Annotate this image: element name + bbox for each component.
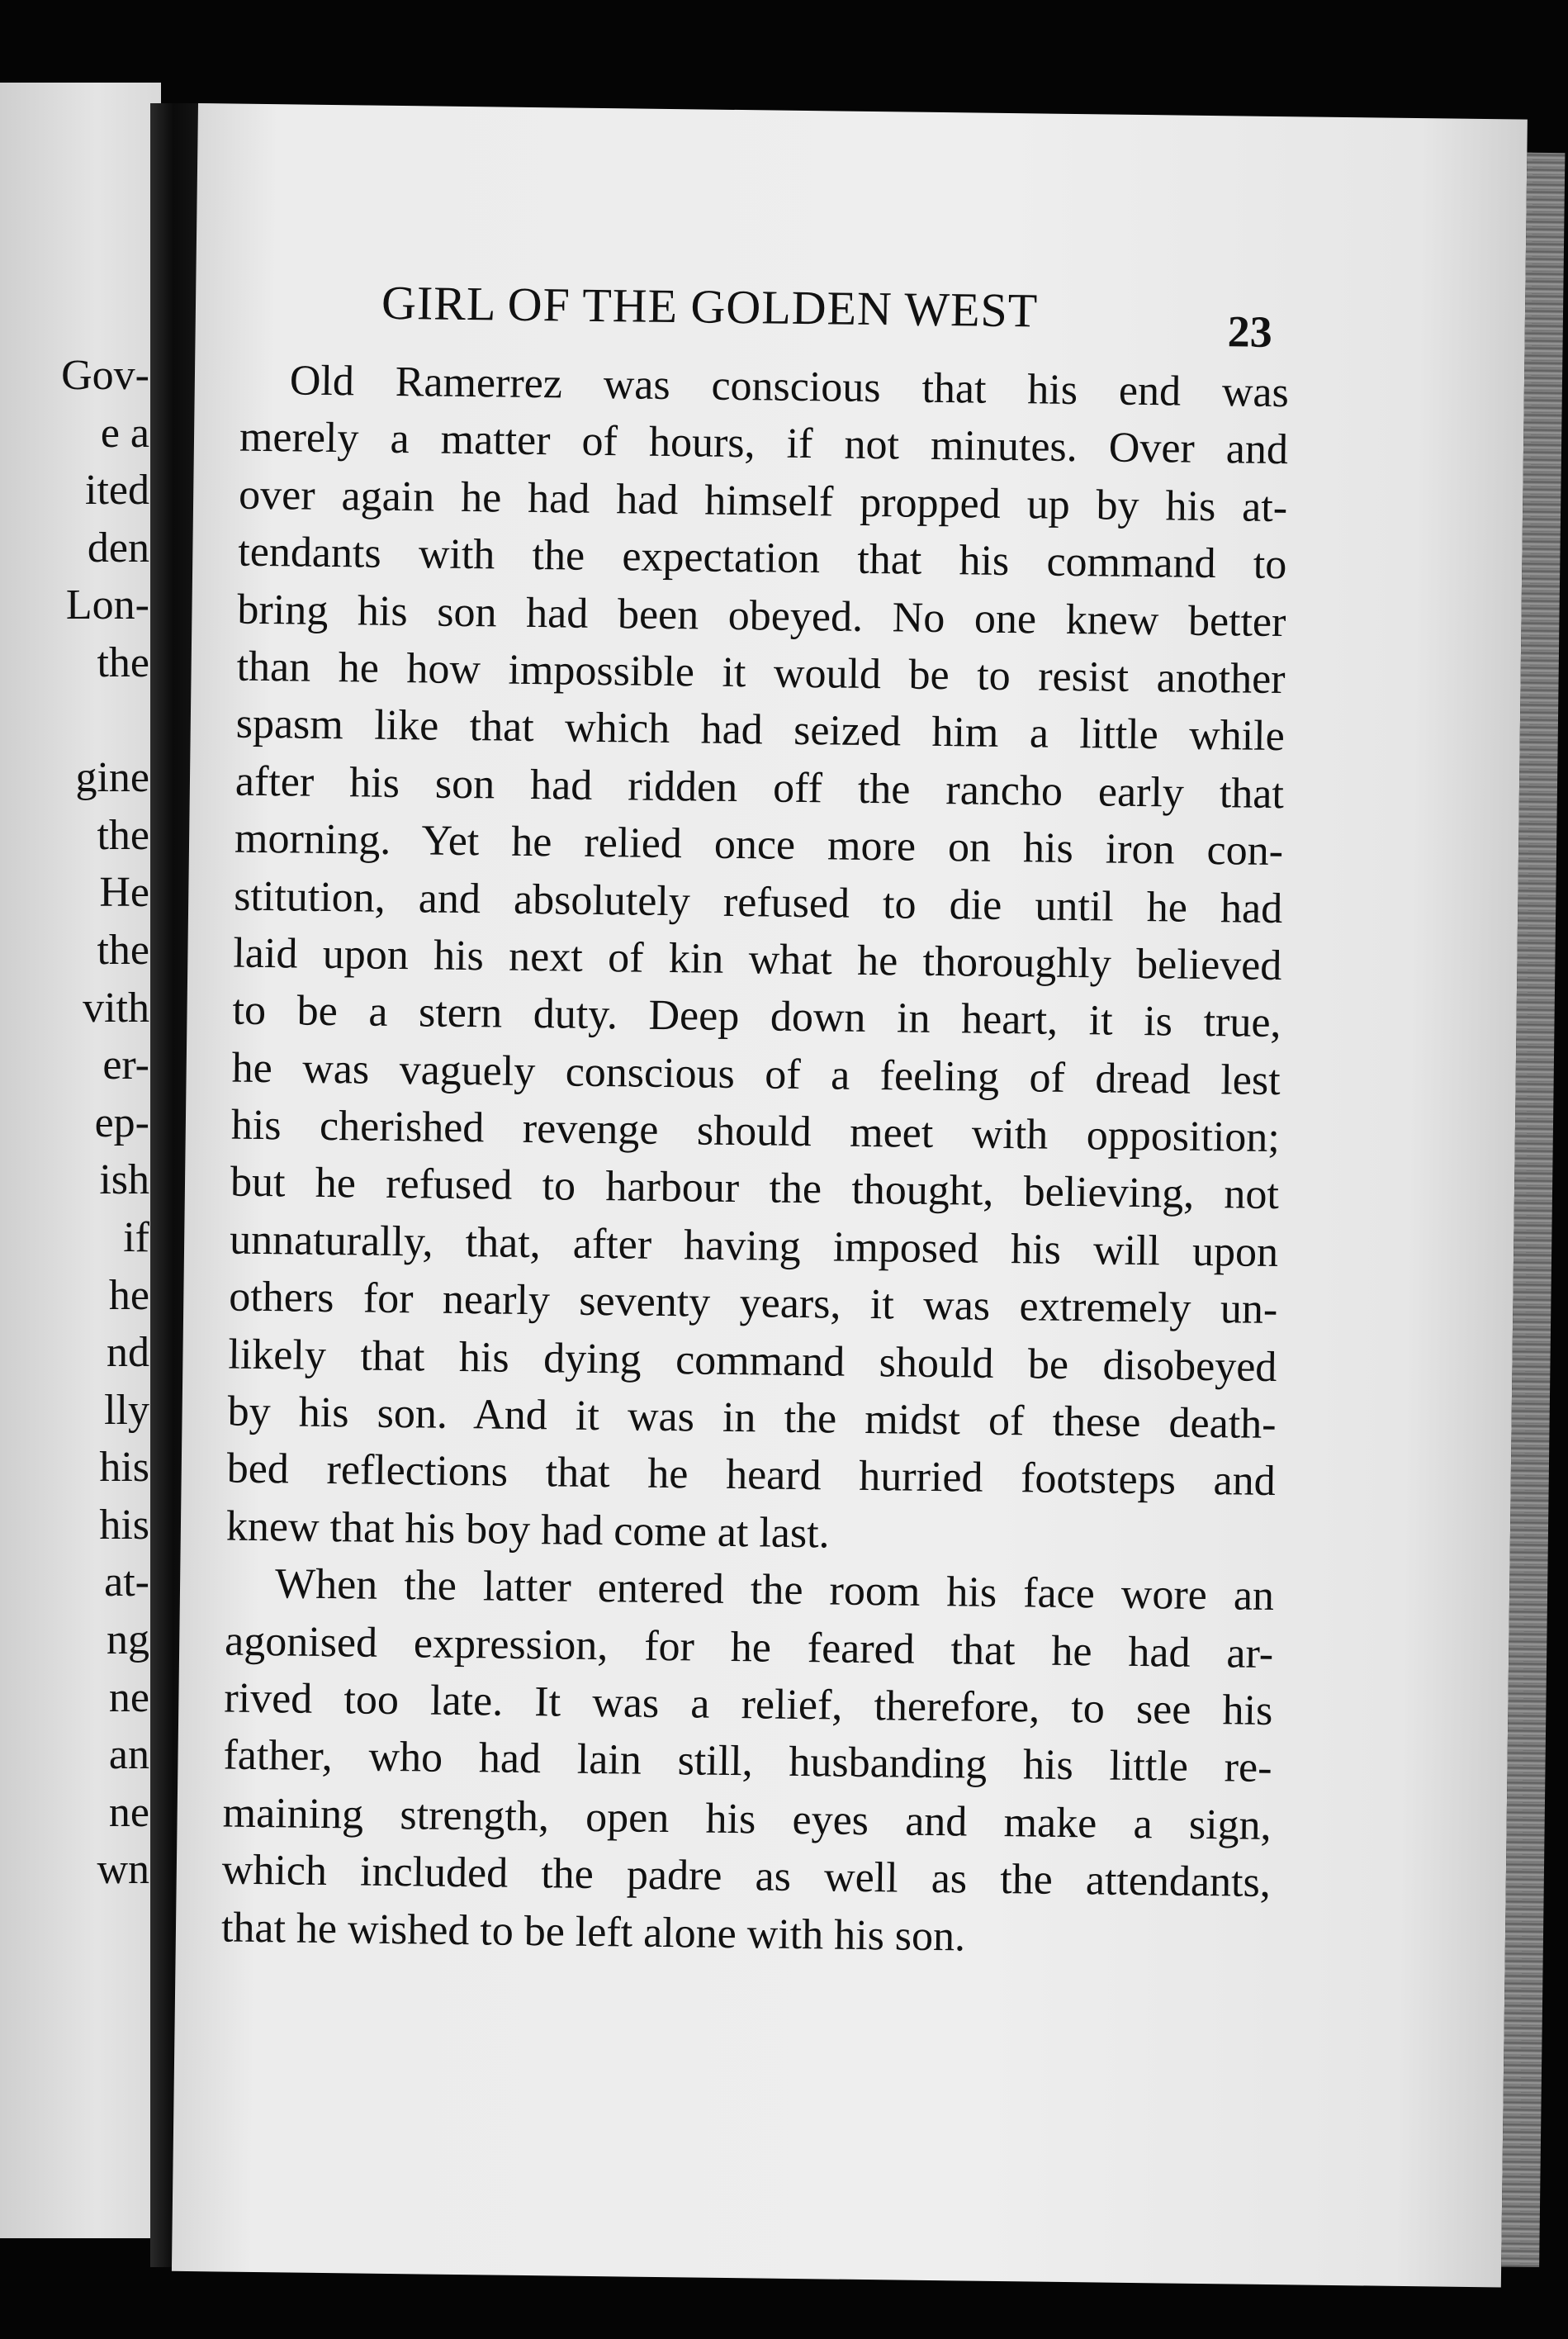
left-line: den	[87, 524, 149, 572]
left-line: the	[97, 926, 149, 974]
text-line: over again he had had himself propped up by his at-	[238, 471, 1288, 531]
text-line: agonised expression, for he feared that he had ar-	[224, 1617, 1274, 1677]
left-line: lly	[104, 1386, 149, 1434]
text-line: tendants with the expectation that his command to	[238, 528, 1287, 589]
left-line: if	[123, 1213, 149, 1261]
left-line: ep-	[94, 1098, 149, 1146]
text-line: knew that his boy had come at last.	[225, 1502, 830, 1558]
left-line: er-	[102, 1041, 149, 1089]
left-line	[61, 692, 149, 750]
left-line: ne	[108, 1673, 149, 1721]
page-number: 23	[1227, 306, 1273, 357]
text-line: morning. Yet he relied once more on his iron con-	[234, 814, 1284, 875]
left-line: Lon-	[65, 581, 149, 629]
left-line: gine	[75, 754, 149, 802]
text-line: Old Ramerrez was conscious that his end was	[289, 357, 1290, 417]
left-line: vith	[83, 984, 149, 1032]
paragraph	[221, 1555, 1275, 1969]
text-line: bed reflections that he heard hurried footsteps and	[226, 1445, 1277, 1506]
left-line: wn	[97, 1846, 149, 1894]
body-text	[221, 352, 1290, 1969]
text-line: likely that his dying command should be disobeyed	[228, 1331, 1277, 1391]
paragraph	[226, 352, 1290, 1568]
text-line: maining strength, open his eyes and make a sign,	[222, 1789, 1272, 1849]
text-line: that he wished to be left alone with his son.	[220, 1904, 966, 1961]
left-line: nd	[107, 1329, 149, 1377]
text-line: When the latter entered the room his face wore an	[274, 1560, 1275, 1620]
text-line: than he how impossible it would be to resist another	[236, 643, 1286, 704]
left-line: Gov-	[61, 352, 149, 399]
left-line: ne	[108, 1788, 149, 1836]
left-line: the	[97, 811, 149, 859]
text-line: which included the padre as well as the attendants,	[221, 1846, 1272, 1907]
left-line: e a	[100, 409, 149, 457]
text-line: his cherished revenge should meet with opposition;	[230, 1101, 1281, 1162]
left-line: his	[99, 1444, 149, 1492]
text-line: after his son had ridden off the rancho early that	[234, 757, 1285, 818]
text-line: laid upon his next of kin what he thoroughly believed	[233, 929, 1282, 990]
left-line: ited	[85, 467, 149, 515]
left-line: an	[108, 1731, 149, 1779]
right-page	[172, 103, 1528, 2287]
left-line: at-	[104, 1559, 149, 1606]
left-line: the	[97, 638, 149, 686]
left-page-fragment	[0, 83, 161, 2238]
left-line: his	[99, 1501, 149, 1549]
text-line: but he refused to harbour the thought, believing, not	[230, 1159, 1280, 1219]
text-line: bring his son had been obeyed. No one knew better	[237, 586, 1286, 646]
left-line: he	[108, 1271, 149, 1319]
text-line: father, who had lain still, husbanding his little re-	[223, 1731, 1272, 1792]
page-edge	[1501, 153, 1565, 2267]
left-line: He	[99, 869, 149, 917]
text-line: by his son. And it was in the midst of these death-	[227, 1388, 1277, 1449]
text-line: merely a matter of hours, if not minutes. Over and	[239, 414, 1289, 474]
text-line: spasm like that which had seized him a little while	[235, 700, 1286, 761]
text-line: rived too late. It was a relief, therefore, to see his	[224, 1674, 1273, 1735]
left-page-text	[61, 347, 149, 1899]
text-line: unnaturally, that, after having imposed his will upon	[229, 1216, 1279, 1276]
left-line: ish	[99, 1156, 149, 1204]
running-head: GIRL OF THE GOLDEN WEST	[381, 275, 1039, 338]
text-line: to be a stern duty. Deep down in heart, it is true,	[232, 986, 1281, 1047]
text-line: others for nearly seventy years, it was extremely un-	[228, 1273, 1278, 1334]
text-line: he was vaguely conscious of a feeling of dread lest	[231, 1044, 1281, 1104]
left-line: ng	[107, 1616, 149, 1664]
text-line: stitution, and absolutely refused to die until he had	[233, 872, 1283, 932]
